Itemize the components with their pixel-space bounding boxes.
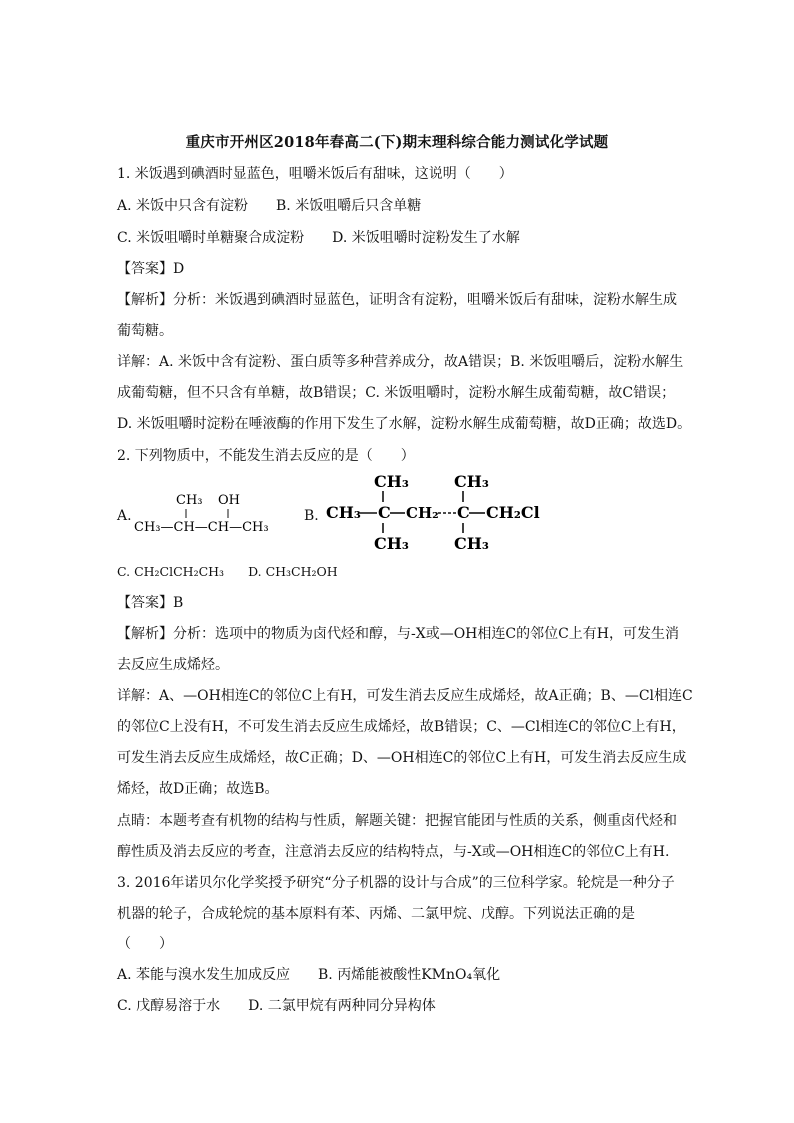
- q3-option-d: D. 二氯甲烷有两种同分异构体: [248, 998, 436, 1014]
- q2-answer: 【答案】B: [117, 595, 184, 611]
- q2-option-d: D. CH₃CH₂OH: [248, 564, 338, 579]
- q2-options-cd: [117, 562, 338, 582]
- q2-analysis-line1: 【解析】分析：选项中的物质为卤代烃和醇，与-X或—OH相连C的邻位C上有H，可发生消: [117, 626, 680, 642]
- q1-options-ab: [117, 196, 421, 216]
- q2-structure-b-c1: C: [378, 503, 391, 522]
- q1-options-cd: [117, 228, 520, 248]
- q3-options-ab: [117, 965, 500, 985]
- q2-stem: 2. 下列物质中，不能发生消去反应的是（ ）: [117, 448, 415, 464]
- q3-stem-line2: 机器的轮子，合成轮烷的基本原料有苯、丙烯、二氯甲烷、戊醇。下列说法正确的是: [117, 906, 635, 922]
- q2-structure-a-ch3: CH₃: [176, 493, 203, 508]
- q2-point-line2: 醇性质及消去反应的考查，注意消去反应的结构特点，与-X或—OH相连C的邻位C上有H.: [117, 844, 670, 860]
- q2-structure-a: [130, 482, 290, 538]
- q1-analysis-line2: 葡萄糖。: [117, 323, 173, 339]
- q2-point-line1: 点睛：本题考查有机物的结构与性质，解题关键：把握官能团与性质的关系，侧重卤代烃和: [117, 813, 677, 829]
- q2-structure-a-main: CH₃—CH—CH—CH₃: [134, 520, 269, 535]
- q2-structure-b-ch3-bottom-1: CH₃: [374, 534, 409, 553]
- q3-option-a: A. 苯能与溴水发生加成反应: [117, 967, 291, 983]
- q2-detail-line1: 详解：A、—OH相连C的邻位C上有H，可发生消去反应生成烯烃，故A正确；B、—Cl相连C: [117, 688, 693, 704]
- q2-structure-b-right: CH₂Cl: [486, 503, 540, 522]
- q1-option-d: D. 米饭咀嚼时淀粉发生了水解: [332, 230, 520, 246]
- q3-options-cd: [117, 996, 436, 1016]
- q2-analysis-line2: 去反应生成烯烃。: [117, 657, 229, 673]
- q2-detail-line4: 烯烃，故D正确；故选B。: [117, 781, 279, 797]
- q2-structure-b-mid: CH₂: [406, 504, 439, 522]
- q2-structure-b-ch3-bottom-2: CH₃: [454, 534, 489, 553]
- page-title: 重庆市开州区2018年春高二(下)期末理科综合能力测试化学试题: [185, 134, 609, 151]
- q1-option-b: B. 米饭咀嚼后只含单糖: [276, 198, 422, 214]
- q3-option-b: B. 丙烯能被酸性KMnO₄氧化: [318, 967, 501, 983]
- q2-structure-b-left: CH₃: [326, 503, 361, 522]
- q1-detail-line1: 详解：A. 米饭中含有淀粉、蛋白质等多种营养成分，故A错误；B. 米饭咀嚼后，淀粉水解生: [117, 354, 684, 370]
- q3-stem-line3: （ ）: [117, 936, 173, 952]
- q2-structure-b: [322, 470, 552, 554]
- q1-option-c: C. 米饭咀嚼时单糖聚合成淀粉: [117, 230, 305, 246]
- q3-option-c: C. 戊醇易溶于水: [117, 998, 221, 1014]
- q2-detail-line2: 的邻位C上没有H，不可发生消去反应生成烯烃，故B错误；C、—Cl相连C的邻位C上有H，: [117, 719, 686, 735]
- q2-option-a-label: A.: [117, 508, 132, 524]
- q1-option-a: A. 米饭中只含有淀粉: [117, 198, 249, 214]
- q2-structure-b-ch3-top-2: CH₃: [454, 472, 489, 491]
- q1-detail-line3: D. 米饭咀嚼时淀粉在唾液酶的作用下发生了水解，淀粉水解生成葡萄糖，故D正确；故选D。: [117, 416, 692, 432]
- q2-structure-b-ch3-top-1: CH₃: [374, 472, 409, 491]
- q1-detail-line2: 成葡萄糖，但不只含有单糖，故B错误；C. 米饭咀嚼时，淀粉水解生成葡萄糖，故C错误；: [117, 385, 676, 401]
- q1-stem: 1. 米饭遇到碘酒时显蓝色，咀嚼米饭后有甜味，这说明（ ）: [117, 166, 513, 182]
- q1-analysis-line1: 【解析】分析：米饭遇到碘酒时显蓝色，证明含有淀粉，咀嚼米饭后有甜味，淀粉水解生成: [117, 292, 677, 308]
- q2-structure-a-oh: OH: [218, 493, 240, 508]
- q2-detail-line3: 可发生消去反应生成烯烃，故C正确；D、—OH相连C的邻位C上有H，可发生消去反应生成: [117, 750, 687, 766]
- q2-option-c: C. CH₂ClCH₂CH₃: [117, 564, 225, 579]
- q2-option-b-label: B.: [304, 508, 319, 524]
- q3-stem-line1: 3. 2016年诺贝尔化学奖授予研究“分子机器的设计与合成”的三位科学家。轮烷是一种分子: [117, 875, 675, 891]
- q2-structure-b-c2: C: [457, 503, 470, 522]
- q1-answer: 【答案】D: [117, 261, 185, 277]
